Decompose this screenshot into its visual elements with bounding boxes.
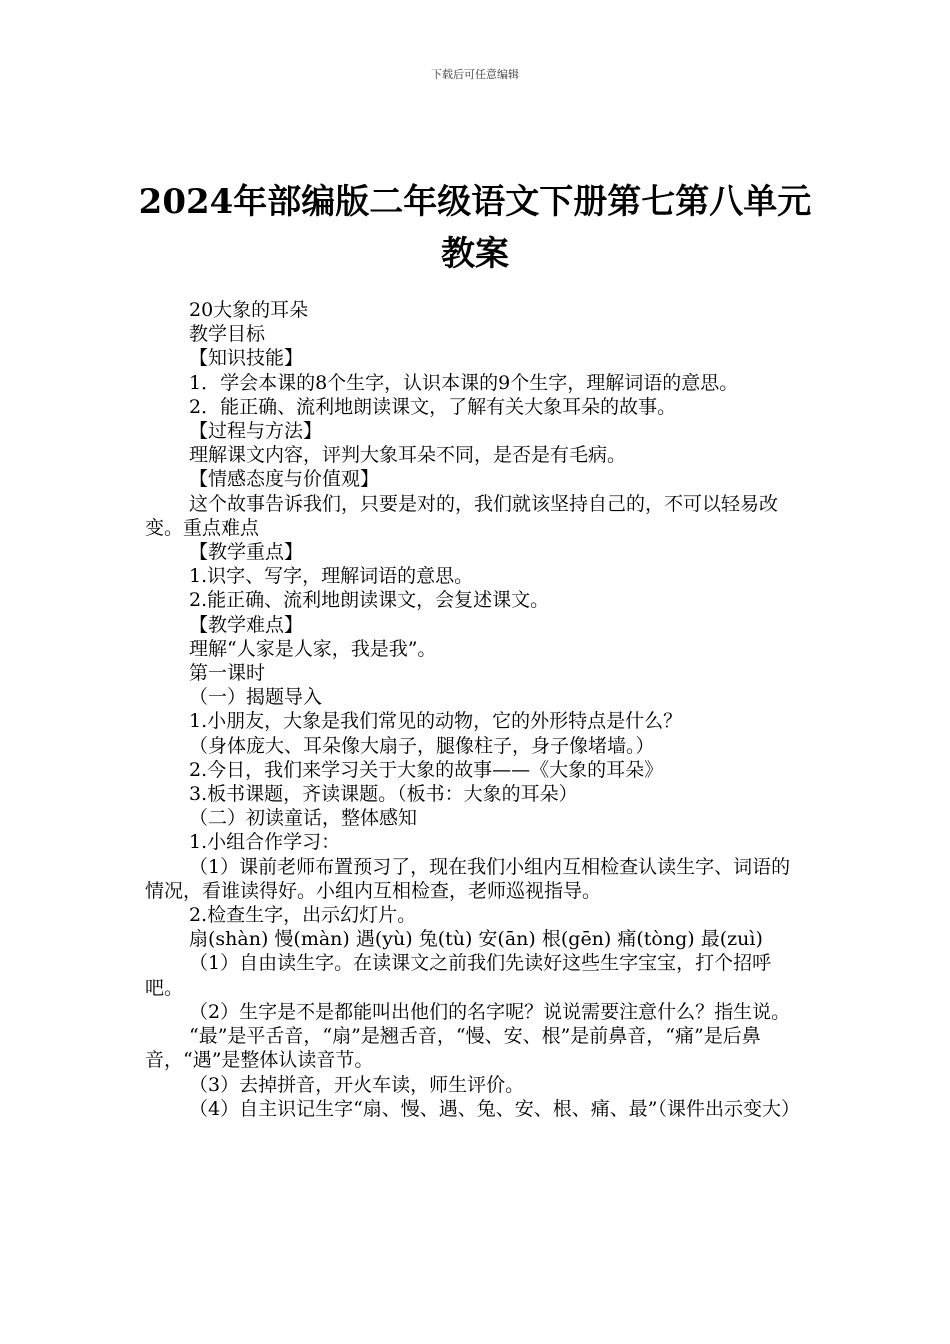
paragraph: 1．学会本课的8个生字，认识本课的9个生字，理解词语的意思。 — [189, 371, 739, 394]
paragraph: 理解“人家是人家，我是我”。 — [189, 637, 437, 660]
paragraph: （1）课前老师布置预习了，现在我们小组内互相检查认读生字、词语的情况，看谁读得好。小组内互相检查，老师巡视指导。 — [145, 855, 791, 902]
paragraph: 【教学重点】 — [189, 541, 304, 564]
paragraph: 3.板书课题，齐读课题。（板书：大象的耳朵） — [189, 783, 578, 806]
paragraph: 1.小组合作学习： — [189, 831, 341, 854]
paragraph: （4）自主识记生字“扇、慢、遇、兔、安、根、痛、最”（课件出示变大） — [189, 1097, 801, 1120]
paragraph: 扇(shàn) 慢(màn) 遇(yù) 兔(tù) 安(ān) 根(gēn) 痛(tòng) 最(zuì) — [189, 928, 763, 951]
paragraph: 1.小朋友，大象是我们常见的动物，它的外形特点是什么？ — [189, 710, 683, 733]
paragraph: 2.能正确、流利地朗读课文，会复述课文。 — [189, 589, 550, 612]
page-header-note: 下载后可任意编辑 — [431, 68, 519, 81]
document-body — [145, 298, 807, 1121]
paragraph: （1）自由读生字。在读课文之前我们先读好这些生字宝宝，打个招呼吧。 — [145, 952, 772, 999]
paragraph: 第一课时 — [189, 662, 266, 685]
paragraph: 教学目标 — [189, 323, 266, 346]
paragraph: （3）去掉拼音，开火车读，师生评价。 — [189, 1073, 525, 1096]
paragraph: （2）生字是不是都能叫出他们的名字呢？说说需要注意什么？指生说。 — [189, 1000, 791, 1023]
paragraph: 这个故事告诉我们，只要是对的，我们就该坚持自己的，不可以轻易改变。重点难点 — [145, 492, 779, 539]
paragraph: 【过程与方法】 — [189, 420, 323, 443]
paragraph: 【知识技能】 — [189, 347, 304, 370]
paragraph: 【情感态度与价值观】 — [189, 468, 380, 491]
paragraph: 20大象的耳朵 — [189, 299, 309, 321]
document-title: 2024年部编版二年级语文下册第七第八单元教案 — [138, 182, 812, 274]
paragraph: 2.今日，我们来学习关于大象的故事——《大象的耳朵》 — [189, 758, 664, 781]
paragraph: 2．能正确、流利地朗读课文，了解有关大象耳朵的故事。 — [189, 395, 677, 418]
paragraph: “最”是平舌音，“扇”是翘舌音，“慢、安、根”是前鼻音，“痛”是后鼻音，“遇”是整体认读音节。 — [145, 1025, 761, 1072]
paragraph: （一）揭题导入 — [189, 686, 323, 709]
paragraph: 1.识字、写字，理解词语的意思。 — [189, 565, 474, 588]
paragraph: 2.检查生字，出示幻灯片。 — [189, 904, 417, 927]
paragraph: （二）初读童话，整体感知 — [189, 807, 418, 830]
paragraph: （身体庞大、耳朵像大扇子，腿像柱子，身子像堵墙。） — [189, 734, 655, 757]
paragraph: 理解课文内容，评判大象耳朵不同，是否是有毛病。 — [189, 444, 627, 467]
paragraph: 【教学难点】 — [189, 613, 304, 636]
